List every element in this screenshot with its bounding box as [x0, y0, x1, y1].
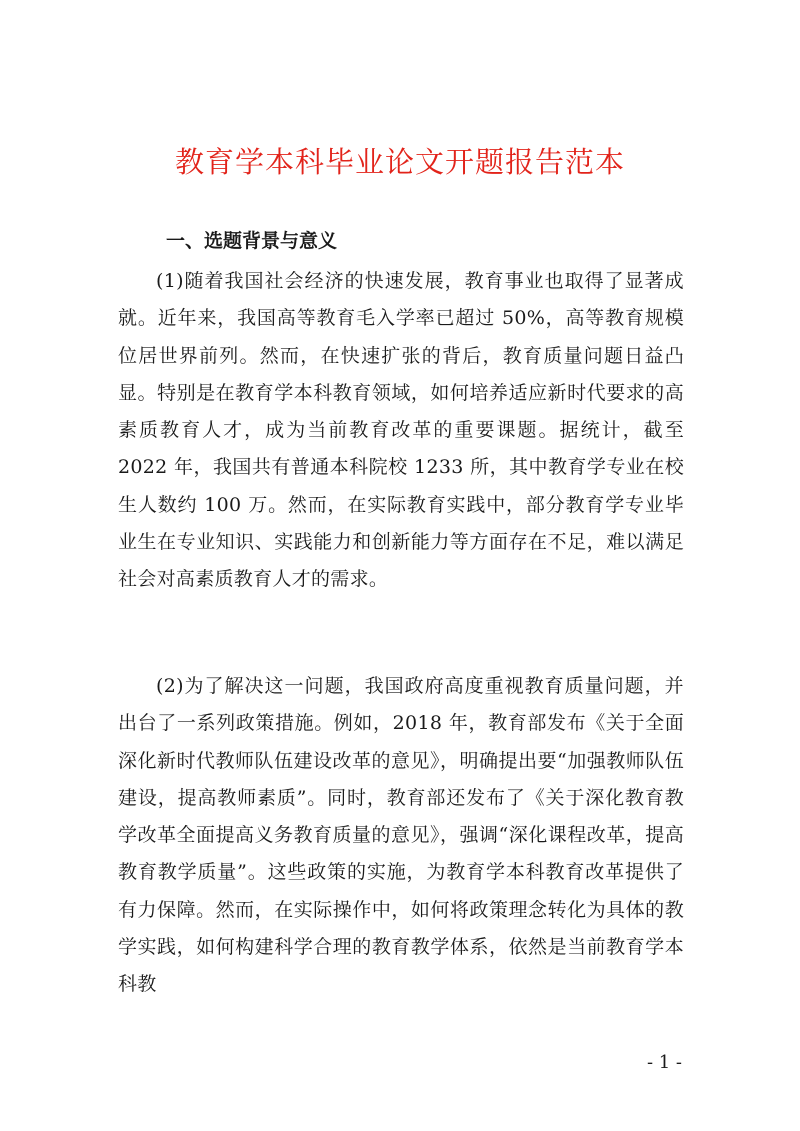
paragraph-2: (2)为了解决这一问题，我国政府高度重视教育质量问题，并出台了一系列政策措施。例如，2018 年，教育部发布《关于全面深化新时代教师队伍建设改革的意见》，明确提出要“加强教师队伍建设，提高教师素质”。同时，教育部还发布了《关于深化教育教学改革全面提高义务教育质量的意见》，强调“深化课程改革，提高教育教学质量”。这些政策的实施，为教育学本科教育改革提供了有力保障。然而，在实际操作中，如何将政策理念转化为具体的教学实践，如何构建科学合理的教育教学体系，依然是当前教育学本科教	[118, 675, 684, 996]
section-heading: 一、选题背景与意义	[166, 230, 338, 252]
page-number: - 1 -	[646, 1052, 682, 1073]
document-title: 教育学本科毕业论文开题报告范本	[174, 145, 625, 179]
paragraph-1: (1)随着我国社会经济的快速发展，教育事业也取得了显著成就。近年来，我国高等教育毛入学率已超过 50%，高等教育规模位居世界前列。然而，在快速扩张的背后，教育质量问题日益凸显。特别是在教育学本科教育领域，如何培养适应新时代要求的高素质教育人才，成为当前教育改革的重要课题。据统计，截至 2022 年，我国共有普通本科院校 1233 所，其中教育学专业在校生人数约 100 万。然而，在实际教育实践中，部分教育学专业毕业生在专业知识、实践能力和创新能力等方面存在不足，难以满足社会对高素质教育人才的需求。	[118, 270, 684, 591]
